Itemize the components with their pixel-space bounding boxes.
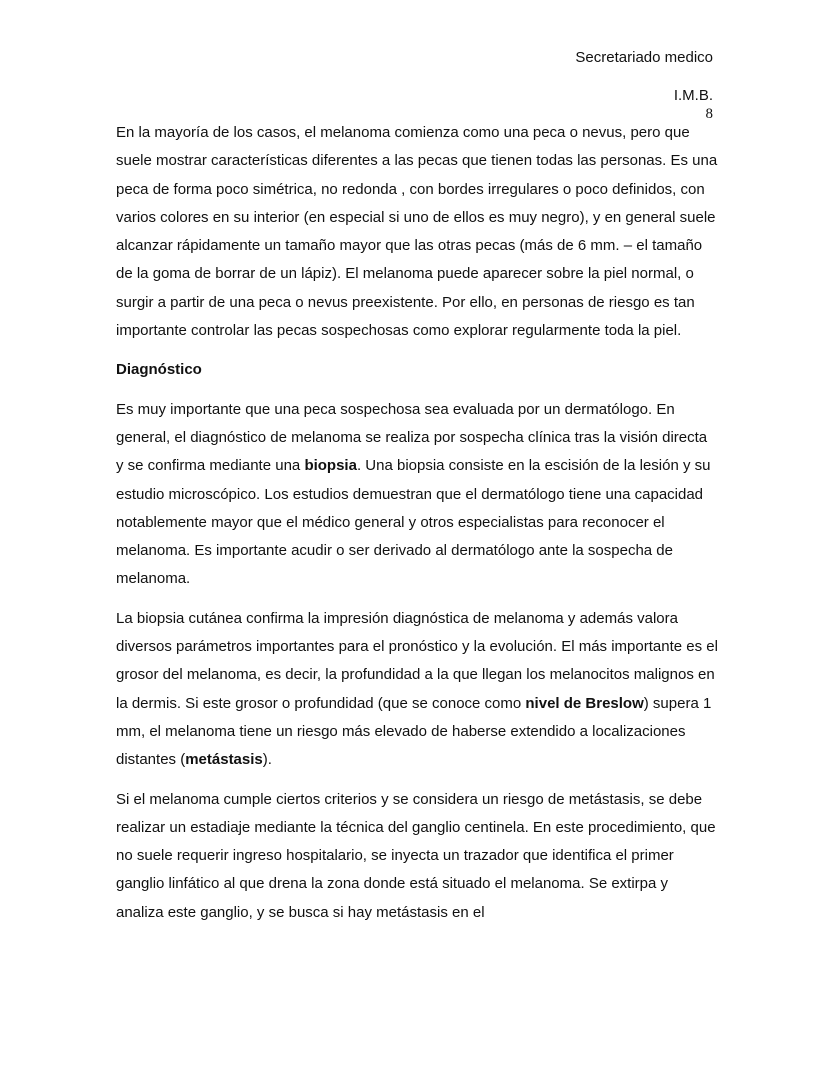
paragraph-ganglio-centinela: Si el melanoma cumple ciertos criterios y se considera un riesgo de metástasis, se debe realizar un estadiaje mediante la técnica del ganglio centinela. En este procedimiento, que no suele requerir ingreso hospitalario, se inyecta un trazador que identifica el primer ganglio linfático al que drena la zona donde está situado el melanoma. Se extirpa y analiza este ganglio, y se busca si hay metástasis en el [116, 790, 716, 921]
text-run: ). [262, 751, 272, 769]
bold-term-biopsia: biopsia [304, 457, 357, 475]
text-run: La biopsia cutánea confirma la impresión diagnóstica de melanoma y además valora diversos parámetros importantes para el pronóstico y la evolución. El más importante es el grosor del melanoma, es decir, la profundidad a la que llegan los melanocitos malignos en la dermis. Si este grosor o profundidad (que se conoce como [116, 609, 718, 712]
bold-term-breslow: nivel de Breslow [525, 694, 644, 712]
page-number: 8 [705, 106, 713, 122]
paragraph-melanoma-intro: En la mayoría de los casos, el melanoma comienza como una peca o nevus, pero que suele mostrar características diferentes a las pecas que tienen todas las personas. Es una peca de forma poco simétrica, no redonda , con bordes irregulares o poco definidos, con varios colores en su interior (en especial si uno de ellos es muy negro), y en general suele alcanzar rápidamente un tamaño mayor que las otras pecas (más de 6 mm. – el tamaño de la goma de borrar de un lápiz). El melanoma puede aparecer sobre la piel normal, o surgir a partir de una peca o nevus preexistente. Por ello, en personas de riesgo es tan importante controlar las pecas sospechosas como explorar regularmente toda la piel. [116, 124, 718, 340]
text-run: ) supera 1 mm, el melanoma tiene un riesgo más elevado de haberse extendido a localizaciones distantes ( [116, 694, 712, 769]
paragraph-diagnostico [116, 396, 718, 594]
document-body [116, 119, 718, 927]
text-run: Es muy importante que una peca sospechosa sea evaluada por un dermatólogo. En general, el diagnóstico de melanoma se realiza por sospecha clínica tras la visión directa y se confirma mediante una [116, 400, 708, 475]
header-title: Secretariado medico [575, 49, 713, 66]
header-initials: I.M.B. [673, 87, 713, 104]
paragraph-biopsia-cutanea [116, 605, 718, 775]
bold-term-metastasis: metástasis [185, 751, 263, 769]
section-heading-diagnostico: Diagnóstico [116, 361, 202, 379]
text-run: . Una biopsia consiste en la escisión de la lesión y su estudio microscópico. Los estudios demuestran que el dermatólogo tiene una capacidad notablemente mayor que el médico general y otros especialistas para reconocer el melanoma. Es importante acudir o ser derivado al dermatólogo ante la sospecha de melanoma. [116, 457, 711, 588]
